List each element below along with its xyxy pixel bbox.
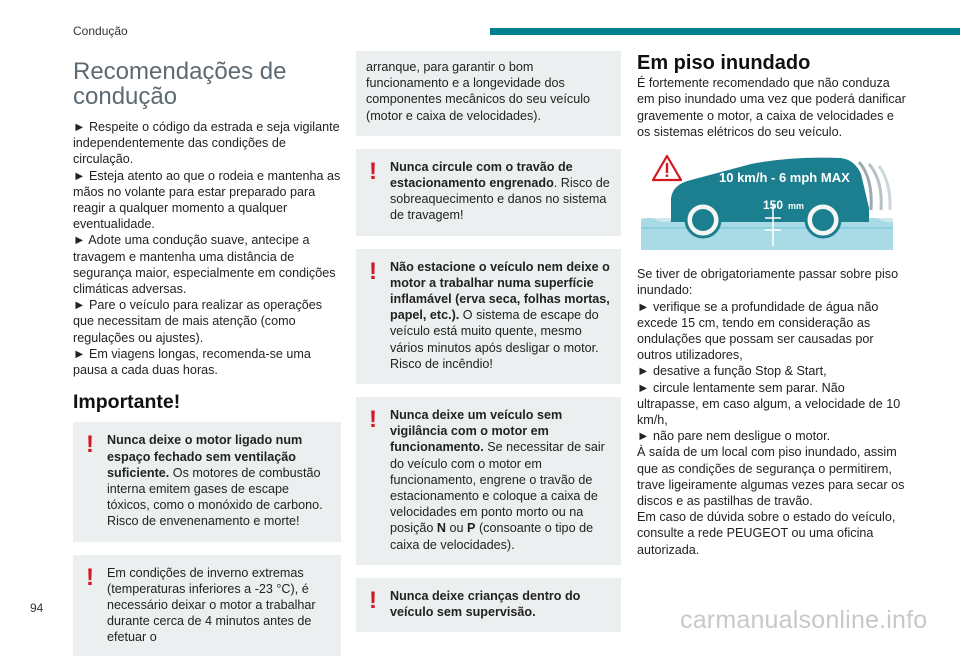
- flood-bullet-2: ► desative a função Stop & Start,: [637, 364, 827, 379]
- warning-bold: Nunca deixe crianças dentro do veículo sem supervisão.: [390, 588, 581, 620]
- gear-N: N: [436, 521, 447, 536]
- warning-triangle-icon: [653, 156, 681, 180]
- warning-box-winter: [73, 555, 341, 656]
- watermark: carmanualsonline.info: [680, 606, 928, 634]
- warning-bold: Nunca deixe um veículo sem vigilância com o motor em funcionamento.: [390, 408, 563, 455]
- page-number: 94: [30, 601, 44, 615]
- bullet-5: ► Em viagens longas, recomenda-se uma pausa a cada duas horas.: [73, 346, 311, 378]
- header-accent-bar: [490, 28, 960, 35]
- warning-text: . Risco de sobreaquecimento e danos no sistema de travagem!: [390, 176, 610, 223]
- warning-text: Em condições de inverno extremas (temperaturas inferiores a -23 °C), é necessário deixar o motor a trabalhar durante cerca de 4 minutos antes de efetuar o: [107, 565, 316, 645]
- warning-box-flammable: [356, 249, 621, 384]
- flooded-road-illustration: [641, 154, 893, 250]
- warning-text: Se necessitar de sair do veículo com o motor em funcionamento, engrene o travão de estacionamento e coloque a caixa de velocidades em ponto morto ou na posição: [390, 440, 605, 536]
- column-1: [73, 55, 341, 669]
- exclamation-mark-icon: !: [86, 563, 94, 591]
- warning-text: Os motores de combustão interna emitem gases de escape tóxicos, como o monóxido de carbono. Risco de envenenamento e morte!: [107, 465, 323, 529]
- warning-bold: Nunca deixe o motor ligado num espaço fechado sem ventilação suficiente.: [107, 433, 303, 480]
- flood-doubt: Em caso de dúvida sobre o estado do veículo, consulte a rede PEUGEOT ou uma oficina autorizada.: [637, 510, 896, 557]
- flood-intro: É fortemente recomendado que não conduza em piso inundado uma vez que poderá danificar gravemente o motor, a caixa de velocidades e os sistemas elétricos do seu veículo.: [637, 76, 906, 139]
- exclamation-mark-icon: !: [369, 257, 377, 285]
- warning-box-ventilation: [73, 422, 341, 541]
- warning-box-parking-brake: [356, 149, 621, 236]
- flood-heading: Em piso inundado: [637, 52, 811, 74]
- depth-value: 150: [763, 198, 784, 213]
- bullet-4: ► Pare o veículo para realizar as operações que necessitam de mais atenção (como regulações ou ajustes).: [73, 298, 323, 345]
- bullet-2: ► Esteja atento ao que o rodeia e mantenha as mãos no volante para estar preparado para reagir a qualquer momento a qualquer eventualidade.: [73, 168, 341, 232]
- warning-text: arranque, para garantir o bom funcionamento e a longevidade dos componentes mecânicos do seu veículo (motor e caixa de velocidades).: [366, 60, 591, 123]
- important-heading: Importante!: [73, 391, 181, 414]
- speed-limit-label: 10 km/h - 6 mph MAX: [719, 170, 850, 186]
- column-3: [637, 52, 907, 558]
- gear-P: P: [467, 521, 476, 536]
- exclamation-mark-icon: !: [86, 431, 94, 459]
- water-waves: [641, 218, 893, 250]
- exclamation-mark-icon: !: [369, 157, 377, 185]
- bullet-3: ► Adote uma condução suave, antecipe a travagem e mantenha uma distância de segurança maior, especialmente em condições climáticas adversas.: [73, 233, 336, 297]
- flood-bullet-3: ► circule lentamente sem parar. Não ultrapasse, em caso algum, a velocidade de 10 km/h,: [637, 380, 901, 428]
- section-title: Recomendações de condução: [73, 58, 287, 110]
- warning-box-winter-cont: [356, 51, 621, 136]
- flood-after: À saída de um local com piso inundado, assim que as condições de segurança o permitirem, trave ligeiramente algumas vezes para secar os discos e as pastilhas de travão.: [637, 445, 905, 509]
- exclamation-mark-icon: !: [369, 586, 377, 614]
- warning-box-children: [356, 578, 621, 632]
- warning-bold: Não estacione o veículo nem deixe o motor a trabalhar numa superfície inflamável (erva seca, folhas mortas, papel, etc.).: [390, 259, 610, 323]
- warning-bold: Nunca circule com o travão de estacionamento engrenado: [390, 159, 573, 191]
- column-2: [356, 51, 621, 645]
- bullet-1: ► Respeite o código da estrada e seja vigilante independentemente das condições de circulação.: [73, 120, 340, 167]
- warning-box-unattended: ! Nunca deixe um veículo sem vigilância com o motor em funcionamento. Se necessitar de sair do veículo com o motor em funcionamento, engrene o travão de estacionamento e coloque a caixa de velocidades em ponto morto ou na posição N ou P (consoante o tipo de caixa de velocidades).: [356, 397, 621, 565]
- flood-line-1: Se tiver de obrigatoriamente passar sobre piso inundado:: [637, 267, 899, 298]
- depth-unit: mm: [788, 201, 805, 212]
- flood-bullet-4: ► não pare nem desligue o motor.: [637, 429, 831, 444]
- warning-text: O sistema de escape do veículo está muito quente, mesmo vários minutos após desligar o motor. Risco de incêndio!: [390, 308, 599, 371]
- section-header: Condução: [73, 24, 128, 38]
- exclamation-mark-icon: !: [369, 406, 377, 434]
- flood-bullet-1: ► verifique se a profundidade de água não excede 15 cm, tendo em consideração as ondulações que possam ser causadas por outros utilizadores,: [637, 299, 879, 363]
